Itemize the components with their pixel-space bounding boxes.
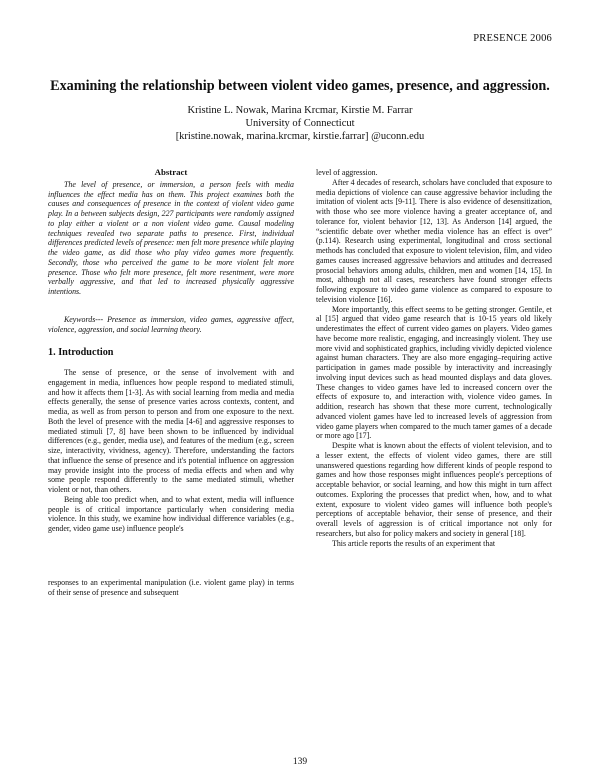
section-heading-introduction: 1. Introduction — [48, 347, 114, 359]
running-header: PRESENCE 2006 — [473, 33, 552, 44]
right-paragraph-3: Despite what is known about the effects of violent television, and to a lesser extent, the effects of violent video games, there are still unanswered questions regarding how different kinds of people respond to games and how those responses might influences people's perceptions of acceptable behavior, or social learning, and how this might in turn affect outcomes. Exploring the processes that predict when, how, and to what extent, exposure to violent video games will influence both people's perceptions of acceptable behavior, their sense of presence, and their overall levels of aggression is of critical importance not only for researchers, but also for policy makers and society in general [18]. — [316, 441, 552, 538]
right-paragraph-0: level of aggression. — [316, 168, 378, 177]
author-emails: [kristine.nowak, marina.krcmar, kirstie.farrar] @uconn.edu — [175, 131, 425, 143]
author-block — [0, 104, 600, 144]
intro-paragraph-2: Being able too predict when, and to what extent, media will influence people is of critical importance particularly when considering media violence. In this study, we examine how individual difference variables (e.g., gender, video game use) influence people's — [48, 494, 294, 533]
author-names: Kristine L. Nowak, Marina Krcmar, Kirstie M. Farrar — [187, 105, 413, 116]
intro-paragraph-3: responses to an experimental manipulation (i.e. violent game play) in terms of their sense of presence and subsequent — [48, 577, 294, 597]
abstract-heading: Abstract — [154, 167, 188, 177]
page-number: 139 — [292, 757, 308, 767]
intro-paragraph-1: The sense of presence, or the sense of involvement with and engagement in media, influences how people respond to mediated stimuli, and how it affects them [1-3]. As with social learning from media and media effects generally, the sense of presence varies across contexts, content, and media, as well as from person to person and from one exposure to the next. Both the level of presence with the media [4-6] and aggressive responses to mediated stimuli [7, 8] have been shown to be influenced by individual differences (e.g., gender, media use), and features of the medium (e.g., screen size, interactivity, vividness, agency). Therefore, understanding the factors that influence the sense of presence and it's potential influence on aggression may provide insight into the process of media effects and when and why some people respond differently to the same mediated stimuli, whether violent or not, than others. — [48, 368, 294, 494]
left-column — [48, 168, 294, 597]
right-column — [316, 168, 552, 548]
keywords: Keywords--- Presence as immersion, video games, aggressive affect, violence, aggression, and social learning theory. — [48, 314, 294, 334]
right-paragraph-4: This article reports the results of an experiment that — [332, 538, 496, 548]
abstract-body: The level of presence, or immersion, a person feels with media influences the effect media has on them. This project examines both the causes and consequences of presence in the context of violent video game play. In a between subjects design, 227 participants were randomly assigned to play either a violent or a non violent video game. Causal modeling techniques revealed two separate paths to presence. First, individual differences predicted levels of presence: men felt more presence while playing the video game, as did those who play video games more frequently. Secondly, those who perceived the game to be more violent felt more presence. Those who felt more presence, felt more resentment, were more verbally aggressive, and that led to increased physically aggressive intentions. — [48, 179, 294, 296]
paper-title: Examining the relationship between violent video games, presence, and aggression. — [50, 78, 550, 94]
right-paragraph-2: More importantly, this effect seems to be getting stronger. Gentile, et al [15] argued that video game research that is 10-15 years old likely underestimates the effect of current video games on players. Video games have become more realistic, engaging, and increasingly violent. They use more vivid and sophisticated graphics, including vividly depicted violence against human characters. They are also more engaging–requiring active participation in games made possible by interactivity and increasingly involving input devices such as head mounted displays and data gloves. These changes to video games have led to increased concern over the effects of exposure to, and interaction with, violence video games. In addition, research has shown that these more current, technologically advanced violent games have led to increased levels of aggression from video game players when compared to the much tamer games of a decade or more ago [17]. — [316, 304, 552, 441]
author-affiliation: University of Connecticut — [245, 118, 355, 130]
right-paragraph-1: After 4 decades of research, scholars have concluded that exposure to media depictions of violence can cause aggressive behavior including the imitation of violent acts [9-11]. There is also evidence of desensitization, with those who see more violence having a greater acceptance of, and tolerance for, violent behavior [12, 13]. As Anderson [14] argued, the “scientific debate over whether media violence has an effect is over” (p.114). Research using experimental, longitudinal and cross sectional methods has concluded that exposure to violent television, film, and video games causes increased aggressive behaviors and attitudes and decreased prosocial behaviors among adults, children, men and women [14, 15]. In most, although not all cases, researchers have found stronger effects following exposure to video game violence as compared to exposure to television violence [16]. — [316, 177, 552, 304]
